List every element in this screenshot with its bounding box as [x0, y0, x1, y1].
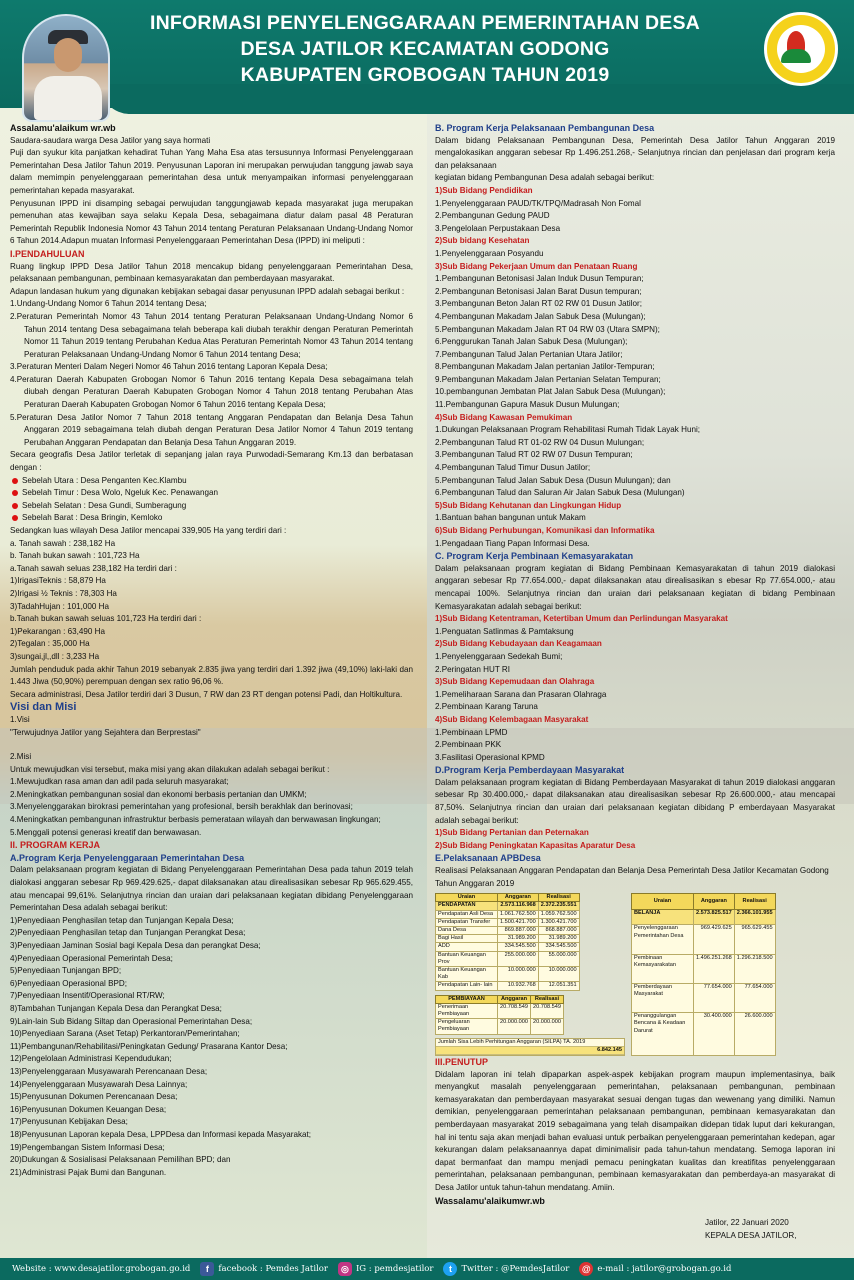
table-row: [632, 909, 776, 925]
table-row: [436, 1019, 564, 1034]
subsection-title-b: B. Program Kerja Pelaksanaan Pembangunan Desa: [435, 123, 655, 133]
sub-bidang-title: 2)Sub Bidang Peningkatan Kapasitas Aparatur Desa: [435, 840, 636, 850]
program-item: 1.Penyelenggaraan PAUD/TK/TPQ/Madrasah Non Fomal: [435, 198, 641, 208]
program-item: 5.Pembangunan Talud Jalan Sabuk Desa (Dusun Mulungan); dan: [435, 475, 671, 485]
program-item: 9.Pembangunan Makadam Jalan Pertanian Selatan Tempuran;: [435, 374, 661, 384]
border-item: Sebelah Utara : Desa Penganten Kec.Klambu: [10, 475, 413, 488]
area-item: 2)Tegalan : 35,000 Ha: [10, 639, 90, 649]
table-cell: Pembinaan Kemasyarakatan: [632, 954, 694, 983]
paragraph: Dalam pelaksanaan program kegiatan di Bidang Pembinaan Kemasyarakatan di tahun 2019 dialokasi anggaran sebesar Rp 77.654.000,- dapat dilaksanakan atau direalisasikan s ebesar Rp 77.654.000,- atau mencapai 100%. Selanjutnya rincian dan uraian dari pelaksanaan kegiatan di bidang Pembinaan Kemasyarakatan adalah sebagai berikut:: [435, 563, 835, 611]
paragraph: kegiatan bidang Pembangunan Desa adalah sebagai berikut:: [435, 173, 655, 183]
program-item: 3.Pembangunan Beton Jalan RT 02 RW 01 Dusun Jatilor;: [435, 299, 642, 309]
table-header: Realisasi: [538, 894, 579, 902]
table-cell: 869.887.000: [498, 927, 539, 935]
table-row: [436, 951, 580, 966]
program-item: 1.Penguatan Satlinmas & Pamtaksung: [435, 626, 574, 636]
sub-bidang-title: 1)Sub Bidang Pertanian dan Peternakan: [435, 828, 589, 838]
table-header: Uraian: [632, 894, 694, 910]
program-item: 13)Penyelenggaraan Musyawarah Perencanaan Desa;: [10, 1066, 208, 1076]
table-cell: 1.059.762.500: [538, 910, 579, 918]
closing-greeting: Wassalamu'alaikumwr.wb: [435, 1195, 545, 1206]
program-item: 2.Pembangunan Talud RT 01-02 RW 04 Dusun Mulungan;: [435, 437, 645, 447]
program-item: 18)Penyusunan Laporan kepala Desa, LPPDesa dan Informasi kepada Masyarakat;: [10, 1129, 312, 1139]
subsection-title-d: D.Program Kerja Pemberdayaan Masyarakat: [435, 765, 625, 776]
table-cell: 2.573.116.968: [498, 902, 539, 910]
area-item: 2)Irigasi ½ Teknis : 78,303 Ha: [10, 588, 117, 598]
table-cell: 31.989.200: [538, 935, 579, 943]
instagram-link[interactable]: ◎ IG : pemdesjatilor: [338, 1262, 434, 1276]
program-item: 1.Penyelenggaraan Sedekah Bumi;: [435, 651, 563, 661]
twitter-icon: t: [443, 1262, 457, 1276]
greeting: Assalamu'alaikum wr.wb: [10, 123, 116, 133]
program-item: 19)Pengembangan Sistem Informasi Desa;: [10, 1142, 165, 1152]
area-item: a. Tanah sawah : 238,182 Ha: [10, 538, 116, 548]
paragraph: Ruang lingkup IPPD Desa Jatilor Tahun 2018 mencakup bidang penyelenggaraan Pemerintahan Desa, pelaksanaan pembangunan, pembinaan kemasyarakatan dan pemberdayaan masyarakat.: [10, 261, 413, 284]
header-banner: [0, 0, 854, 108]
program-item: 1.Dukungan Pelaksanaan Program Rehabilitasi Rumah Tidak Layak Huni;: [435, 425, 700, 435]
table-row: [436, 967, 580, 982]
legal-basis-item: 2.Peraturan Pemerintah Nomor 43 Tahun 2014 tentang Peraturan Pelaksanaan Undang-Undang Nomor 6 Tahun 2014 tentang Desa sebagaimana telah beberapa kali diubah terakhir dengan Peraturan Pemerintah Nomor 11 Tahun 2019 tentang Perubahan Kedua Atas Peraturan Pemerintah Nomor 43 Tahun 2014 tentang Peraturan Pelaksanaan Undang-Undang Nomor 6 Tahun 2014 tentang Desa;: [10, 311, 413, 359]
program-item: 3)Penyediaan Jaminan Sosial bagi Kepala Desa dan perangkat Desa;: [10, 941, 261, 950]
table-cell: 55.000.000: [538, 951, 579, 966]
program-item: 9)Lain-lain Sub Bidang Siltap dan Operasional Pemerintahan Desa;: [10, 1016, 253, 1026]
misi-item: 2.Meningkatkan pembangunan sosial dan ekonomi berbasis pertanian dan UMKM;: [10, 789, 307, 799]
area-list: [10, 525, 413, 664]
table-row: [436, 943, 580, 951]
sub-bidang-title: 2)Sub bidang Kesehatan: [435, 236, 530, 246]
section-title-pendahuluan: I.PENDAHULUAN: [10, 248, 85, 259]
program-item: 8)Tambahan Tunjangan Kepala Desa dan Perangkat Desa;: [10, 1003, 222, 1013]
table-cell: 1.496.251.268: [694, 954, 735, 983]
table-cell: Penerimaan Pembiayaan: [436, 1003, 498, 1018]
program-item: 3.Fasilitasi Operasional KPMD: [435, 752, 545, 762]
table-cell: Bagi Hasil: [436, 935, 498, 943]
area-item: b.Tanah bukan sawah seluas 101,723 Ha terdiri dari :: [10, 614, 202, 624]
title-line-1: INFORMASI PENYELENGGARAAN PEMERINTAHAN DESA: [150, 12, 700, 34]
legal-basis-item: 4.Peraturan Daerah Kabupaten Grobogan Nomor 6 Tahun 2016 tentang Kepala Desa sebagaimana telah diubah dengan Peraturan Daerah Kabupaten Grobogan Nomor 4 Tahun 2018 tentang Perubahan Atas Peraturan Daerah Kabupaten Grobogan Nomor 6 Tahun 2016 tentang Kepala Desa;: [10, 374, 413, 410]
sub-bidang-title: 5)Sub Bidang Kehutanan dan Lingkungan Hidup: [435, 500, 622, 510]
program-item: 5)Penyediaan Tunjangan BPD;: [10, 966, 122, 976]
page-title: [120, 10, 730, 88]
table-cell: Dana Desa: [436, 927, 498, 935]
paragraph: Dalam bidang Pelaksanaan Pembangunan Desa, Pemerintah Desa Jatilor Tahun Anggaran 2019 mengalokasikan anggaran sebesar Rp 1.496.251.268,- Selanjutnya rincian dan penjelasan dari program kerja dan pelaksanaan: [435, 135, 835, 170]
program-item: 4.Pembangunan Talud Timur Dusun Jatilor;: [435, 463, 591, 473]
program-item: 2.Pembinaan Karang Taruna: [435, 702, 538, 712]
program-item: 17)Penyusunan Kebijakan Desa;: [10, 1117, 128, 1127]
table-header: PEMBIAYAAN: [436, 995, 498, 1003]
table-cell: 30.400.000: [694, 1013, 735, 1056]
section-title-program-kerja: II. PROGRAM KERJA: [10, 840, 101, 851]
visi-misi-title: Visi dan Misi: [10, 701, 77, 714]
sub-bidang-title: 2)Sub Bidang Kebudayaan dan Keagamaan: [435, 639, 602, 649]
table-row: [436, 935, 580, 943]
table-cell: ADD: [436, 943, 498, 951]
visi-label: 1.Visi: [10, 714, 30, 724]
silpa-value: 6.842.145: [597, 1046, 622, 1053]
program-item: 3.Pembangunan Talud RT 02 RW 07 Dusun Tempuran;: [435, 450, 633, 460]
misi-item: 4.Meningkatkan pembangunan infrastruktur berbasis pemerataan wilayah dan berwawasan lingkungan;: [10, 815, 381, 825]
penutup-paragraph: Didalam laporan ini telah dipaparkan aspek-aspek kebijakan program maupun implementasinya, baik menyangkut masalah penyelenggaraan pemerintahan, pelaksanaan pembangunan, pembinaan kemasyarakatan dan pemberdayaan masyarakat sesuai dengan tugas dan wewenang yang dimiliki. Namun demikian, penyelenggaraan pemerintahan pelaksanaan pembangunan, pembinaan kemasyarakatan dan pemberdayaan masyarakat 2019 sebagaimana yang telah disampaikan didepan tidak luput dari kekurangan, hal ini tentu saja akan menjadi bahan evaluasi untuk perbaikan penyelenggaraan pemerintahan kedepan, agar kekurangan dalam pelaksanaannya dapat diminimalisir pada tahun-tahun mendatang. Semoga laporan ini dapat bermanfaat dan mampu menjadi pemacu peningkatan kualitas dan kreatifitas penyelenggaraan pemerintahan, pelaksanaan pembangunan, pembinaan kemasyarakatan dan pemberdaya-an masyarakat di Desa Jatilor untuk tahun-tahun mendatang. Amiin.: [435, 1069, 835, 1193]
program-item: 2.Pembangunan Gedung PAUD: [435, 211, 550, 221]
sub-bidang-title: 3)Sub Bidang Kepemudaan dan Olahraga: [435, 677, 595, 687]
silpa-box: [435, 1038, 625, 1056]
pendapatan-table: [435, 893, 580, 990]
population-paragraph: Jumlah penduduk pada akhir Tahun 2019 sebanyak 2.835 jiwa yang terdiri dari 1.392 jiwa (49,10%) laki-laki dan 1.443 Jiwa (50,90%) perempuan dengan sex ratio 96,06 %.: [10, 664, 413, 687]
table-cell: BELANJA: [632, 909, 694, 925]
table-row: [632, 1013, 776, 1056]
table-cell: Pengeluaran Pembiayaan: [436, 1019, 498, 1034]
table-cell: 334.545.500: [538, 943, 579, 951]
program-item: 4)Penyediaan Operasional Pemerintah Desa;: [10, 953, 173, 963]
table-cell: 969.429.625: [694, 925, 735, 954]
footer: [0, 1258, 854, 1280]
section-title-penutup: III.PENUTUP: [435, 1057, 489, 1068]
misi-intro: Untuk mewujudkan visi tersebut, maka misi yang akan dilakukan adalah sebagai berikut :: [10, 764, 330, 774]
twitter-link[interactable]: t Twitter : @PemdesJatilor: [443, 1262, 569, 1276]
table-row: [436, 902, 580, 910]
belanja-table: [631, 893, 776, 1056]
table-cell: Penanggulangan Bencana & Keadaan Darurat: [632, 1013, 694, 1056]
table-header: Realisasi: [531, 995, 564, 1003]
paragraph: Dalam pelaksanaan program kegiatan di Bidang Pemberdayaan Masyarakat di tahun 2019 dialokasi anggaran sebesar Rp 30.400.000,- dapat dilaksanakan atau direalisasikan sebesar Rp 26.600.000,- atau mencapai 87,50%. Selanjutnya rincian dan uraian dari pelaksanaan kegiatan dibidang P emberdayaan Masyarakat adalah sebagai berikut:: [435, 777, 835, 825]
program-item: 15)Penyusunan Dokumen Perencanaan Desa;: [10, 1092, 178, 1102]
legal-basis-list: [10, 298, 413, 449]
table-row: [436, 982, 580, 990]
title-line-2: DESA JATILOR KECAMATAN GODONG: [240, 38, 610, 60]
legal-basis-item: 5.Peraturan Desa Jatilor Nomor 7 Tahun 2018 tentang Anggaran Pendapatan dan Belanja Desa Tahun Anggaran 2019 sebagaimana telah diubah dengan Peraturan Desa Jatilor Nomor 4 Tahun 2019 tentang Perubahan Anggaran Pendapatan dan Belanja Desa Tahun Anggaran 2019.: [10, 412, 413, 447]
table-cell: 26.600.000: [734, 1013, 775, 1056]
table-cell: Bantuan Keuangan Prov: [436, 951, 498, 966]
area-item: 1)IrigasiTeknis : 58,879 Ha: [10, 576, 106, 586]
border-item: Sebelah Timur : Desa Wolo, Ngeluk Kec. Penawangan: [10, 487, 413, 500]
table-cell: 1.500.421.700: [498, 918, 539, 926]
email-link[interactable]: @ e-mail : jatilor@grobogan.go.id: [579, 1262, 731, 1276]
misi-item: 3.Menyelenggarakan birokrasi pemerintahan yang profesional, bersih berakhlak dan berinovasi;: [10, 802, 353, 812]
sub-bidang-title: 6)Sub Bidang Perhubungan, Komunikasi dan Informatika: [435, 526, 655, 535]
program-item: 2.Peringatan HUT RI: [435, 664, 510, 674]
program-item: 4.Pembangunan Makadam Jalan Sabuk Desa (Mulungan);: [435, 311, 646, 321]
program-item: 2.Pembinaan PKK: [435, 740, 502, 750]
legal-basis-item: 1.Undang-Undang Nomor 6 Tahun 2014 tentang Desa;: [10, 299, 207, 309]
table-cell: 10.000.000: [538, 967, 579, 982]
program-item: 16)Penyusunan Dokumen Keuangan Desa;: [10, 1104, 167, 1114]
table-cell: 31.989.200: [498, 935, 539, 943]
intro-paragraph: Penyusunan IPPD ini disamping sebagai perwujudan tanggungjawab kepada masyarakat juga merupakan pemenuhan atas kewajiban saya selaku Kepala Desa, sebagaimana diatur dalam pasal 48 Peraturan Pemerintah Republik Indonesia Nomor 43 Tahun 2014 tentang Peraturan Pelaksanaan Undang-Undang Nomor 6 Tahun 2014.Adapun muatan Informasi Penyelenggaraan Pemerintahan Desa (IPPD) ini meliputi :: [10, 198, 413, 246]
table-cell: 965.629.455: [734, 925, 775, 954]
program-item: 20)Dukungan & Sosialisasi Pelaksanaan Pemilihan BPD; dan: [10, 1155, 231, 1165]
borders-list: [10, 475, 413, 525]
table-row: [436, 927, 580, 935]
left-column: [10, 122, 413, 1179]
table-cell: 20.708.549: [531, 1003, 564, 1018]
table-header: Anggaran: [498, 894, 539, 902]
regency-logo: [764, 12, 838, 86]
administration-paragraph: Secara administrasi, Desa Jatilor terdiri dari 3 Dusun, 7 RW dan 23 RT dengan potensi Padi, dan Holtikultura.: [10, 689, 403, 699]
table-row: [436, 918, 580, 926]
table-cell: 20.000.000: [531, 1019, 564, 1034]
sub-bidang-title: 4)Sub Bidang Kelembagaan Masyarakat: [435, 714, 589, 724]
program-item: 12)Pengelolaan Administrasi Kependudukan;: [10, 1054, 172, 1064]
program-item: 21)Administrasi Pajak Bumi dan Bangunan.: [10, 1167, 167, 1177]
geography-paragraph: Secara geografis Desa Jatilor terletak di sepanjang jalan raya Purwodadi-Semarang Km.13 dan berbatasan dengan :: [10, 450, 413, 473]
table-cell: PENDAPATAN: [436, 902, 498, 910]
program-item: 7.Pembangunan Talud Jalan Pertanian Utara Jatilor;: [435, 349, 623, 359]
program-item: 1.Penyelenggaraan Posyandu: [435, 248, 544, 258]
paragraph: Adapun landasan hukum yang digunakan kebijakan sebagai dasar penyusunan IPPD adalah sebagai berikut :: [10, 286, 405, 296]
program-b-groups: [435, 185, 835, 550]
area-item: Sedangkan luas wilayah Desa Jatilor mencapai 339,905 Ha yang terdiri dari :: [10, 526, 287, 535]
table-cell: 1.061.762.500: [498, 910, 539, 918]
program-c-groups: [435, 613, 835, 764]
table-row: [632, 983, 776, 1012]
table-header: Realisasi: [734, 894, 775, 910]
program-item: 7)Penyediaan Insentif/Operasional RT/RW;: [10, 991, 165, 1001]
email-icon: @: [579, 1262, 593, 1276]
program-item: 6.Pembangunan Talud dan Saluran Air Jalan Sabuk Desa (Mulungan): [435, 488, 685, 498]
sub-bidang-title: 1)Sub Bidang Ketentraman, Ketertiban Umum dan Perlindungan Masyarakat: [435, 614, 728, 624]
legal-basis-item: 3.Peraturan Menteri Dalam Negeri Nomor 46 Tahun 2016 tentang Laporan Kepala Desa;: [10, 362, 328, 372]
misi-item: 1.Mewujudkan rasa aman dan adil pada seluruh masyarakat;: [10, 777, 229, 787]
table-cell: 77.654.000: [734, 983, 775, 1012]
table-cell: Pendapatan Asli Desa: [436, 910, 498, 918]
program-item: 2.Pembangunan Betonisasi Jalan Barat Dusun tempuran;: [435, 286, 642, 296]
sub-bidang-title: 3)Sub Bidang Pekerjaan Umum dan Penataan Ruang: [435, 261, 638, 271]
table-cell: Pemberdayaan Masyarakat: [632, 983, 694, 1012]
table-cell: 1.296.218.500: [734, 954, 775, 983]
table-cell: Penyelenggaraan Pemerintahan Desa: [632, 925, 694, 954]
program-item: 5.Pembangunan Makadam Jalan RT 04 RW 03 (Utara SMPN);: [435, 324, 660, 334]
program-item: 1.Pemeliharaan Sarana dan Prasaran Olahraga: [435, 689, 607, 699]
subsection-title-e: E.Pelaksanaan APBDesa: [435, 853, 541, 864]
border-item: Sebelah Selatan : Desa Gundi, Sumberagung: [10, 500, 413, 513]
program-item: 1.Pembangunan Betonisasi Jalan Induk Dusun Tempuran;: [435, 274, 644, 284]
misi-list: [10, 776, 413, 839]
intro-line: Saudara-saudara warga Desa Jatilor yang saya hormati: [10, 135, 211, 145]
table-cell: Pendapatan Transfer: [436, 918, 498, 926]
table-header: Uraian: [436, 894, 498, 902]
table-cell: 2.366.101.955: [734, 909, 775, 925]
program-item: 6)Penyediaan Operasional BPD;: [10, 978, 127, 988]
area-item: a.Tanah sawah seluas 238,182 Ha terdiri dari :: [10, 563, 177, 573]
table-cell: 2.573.825.517: [694, 909, 735, 925]
misi-item: 5.Menggali potensi generasi kreatif dan berwawasan.: [10, 827, 202, 837]
facebook-link[interactable]: f facebook : Pemdes Jatilor: [200, 1262, 328, 1276]
apbdes-tables: [435, 893, 835, 1056]
table-cell: 255.000.000: [498, 951, 539, 966]
table-cell: 20.708.549: [498, 1003, 531, 1018]
area-item: b. Tanah bukan sawah : 101,723 Ha: [10, 551, 140, 561]
table-cell: 868.887.000: [538, 927, 579, 935]
title-line-3: KABUPATEN GROBOGAN TAHUN 2019: [240, 64, 610, 86]
village-head-photo: [22, 14, 110, 122]
program-item: 10)Penyediaan Sarana (Aset Tetap) Perkantoran/Pemerintahan;: [10, 1029, 240, 1039]
website-link[interactable]: Website : www.desajatilor.grobogan.go.id: [12, 1264, 191, 1274]
sign-title: KEPALA DESA JATILOR,: [705, 1230, 797, 1240]
table-row: [436, 910, 580, 918]
visi-text: "Terwujudnya Jatilor yang Sejahtera dan Berprestasi": [10, 727, 201, 737]
program-item: 3.Pengelolaan Perpustakaan Desa: [435, 223, 561, 233]
area-item: 3)TadahHujan : 101,000 Ha: [10, 601, 109, 611]
program-item: 6.Penggurukan Tanah Jalan Sabuk Desa (Mulungan);: [435, 337, 628, 347]
program-item: 2)Penyediaan Penghasilan tetap dan Tunjangan Perangkat Desa;: [10, 928, 246, 938]
table-cell: 10.000.000: [498, 967, 539, 982]
intro-paragraph: Puji dan syukur kita panjatkan kehadirat Tuhan Yang Maha Esa atas tersusunnya Informasi Penyelenggaraan Pemerintahan Desa Jatilor Tahun 2019. Penyusunan Laporan ini merupakan perwujudan tanggung jawab saya dalam memimpin penyelenggaraan pemerintahan desa untuk menyampaikan informasi penyelenggaraan pemerintahan kepada masyarakat.: [10, 148, 413, 195]
program-item: 1)Penyediaan Penghasilan tetap dan Tunjangan Kepala Desa;: [10, 915, 234, 925]
table-cell: 1.300.421.700: [538, 918, 579, 926]
program-item: 1.Pembinaan LPMD: [435, 727, 508, 737]
table-cell: 334.545.500: [498, 943, 539, 951]
paragraph: Realisasi Pelaksanaan Anggaran Pendapatan dan Belanja Desa Pemerintah Desa Jatilor Kecamatan Godong Tahun Anggaran 2019: [435, 866, 829, 888]
facebook-icon: f: [200, 1262, 214, 1276]
area-item: 3)sungai,jl,,dll : 3,233 Ha: [10, 651, 100, 661]
subsection-title-a: A.Program Kerja Penyelenggaraan Pemerintahan Desa: [10, 852, 245, 863]
table-cell: 2.372.235.551: [538, 902, 579, 910]
table-cell: 20.000.000: [498, 1019, 531, 1034]
program-item: 10.pembangunan Jembatan Plat Jalan Sabuk Desa (Mulungan);: [435, 387, 666, 397]
border-item: Sebelah Barat : Desa Bringin, Kemloko: [10, 512, 413, 525]
program-item: 1.Bantuan bahan bangunan untuk Makam: [435, 513, 586, 523]
sign-date: Jatilor, 22 Januari 2020: [705, 1218, 789, 1228]
table-cell: Bantuan Keuangan Kab: [436, 967, 498, 982]
program-item: 1.Pengadaan Tiang Papan Informasi Desa.: [435, 538, 590, 548]
misi-label: 2.Misi: [10, 752, 32, 762]
subsection-title-c: C. Program Kerja Pembinaan Kemasyarakatan: [435, 551, 634, 562]
table-row: [436, 1003, 564, 1018]
program-item: 11)Pembangunan/Rehabilitasi/Peningkatan Gedung/ Prasarana Kantor Desa;: [10, 1041, 288, 1051]
pembiayaan-table: [435, 995, 564, 1035]
paragraph: Dalam pelaksanaan program kegiatan di Bidang Penyelenggaraan Pemerintahan Desa pada tahun 2019 telah dialokasi anggaran sebesar Rp 969.429.625,- dapat dilaksanakan atau direalisasikan sebesar Rp 965.629.455, atau mencapai 99,61%. Selanjutnya rincian dan uraian dari pelaksanaan kegiatan dibidang Penyelenggaraan Pemerintahan Desa adalah sebagai berikut:: [10, 865, 413, 913]
table-cell: Pendapatan Lain- lain: [436, 982, 498, 990]
sub-bidang-title: 4)Sub Bidang Kawasan Pemukiman: [435, 412, 573, 422]
table-cell: 77.654.000: [694, 983, 735, 1012]
right-column: [435, 122, 835, 1269]
program-item: 14)Penyelenggaraan Musyawarah Desa Lainnya;: [10, 1079, 188, 1089]
table-row: [632, 954, 776, 983]
table-row: [632, 925, 776, 954]
program-item: 11.Pembangunan Gapura Masuk Dusun Mulungan;: [435, 400, 620, 410]
program-a-list: [10, 915, 413, 1179]
table-header: Anggaran: [498, 995, 531, 1003]
table-header: Anggaran: [694, 894, 735, 910]
table-cell: 10.932.768: [498, 982, 539, 990]
instagram-icon: ◎: [338, 1262, 352, 1276]
program-item: 8.Pembangunan Makadam Jalan pertanian Jatilor-Tempuran;: [435, 362, 655, 372]
silpa-label: Jumlah Sisa Lebih Perhitungan Anggaran (SILPA) TA. 2019: [438, 1038, 586, 1045]
table-cell: 12.051.351: [538, 982, 579, 990]
area-item: 1)Pekarangan : 63,490 Ha: [10, 626, 105, 636]
sub-bidang-title: 1)Sub Bidang Pendidikan: [435, 185, 533, 195]
